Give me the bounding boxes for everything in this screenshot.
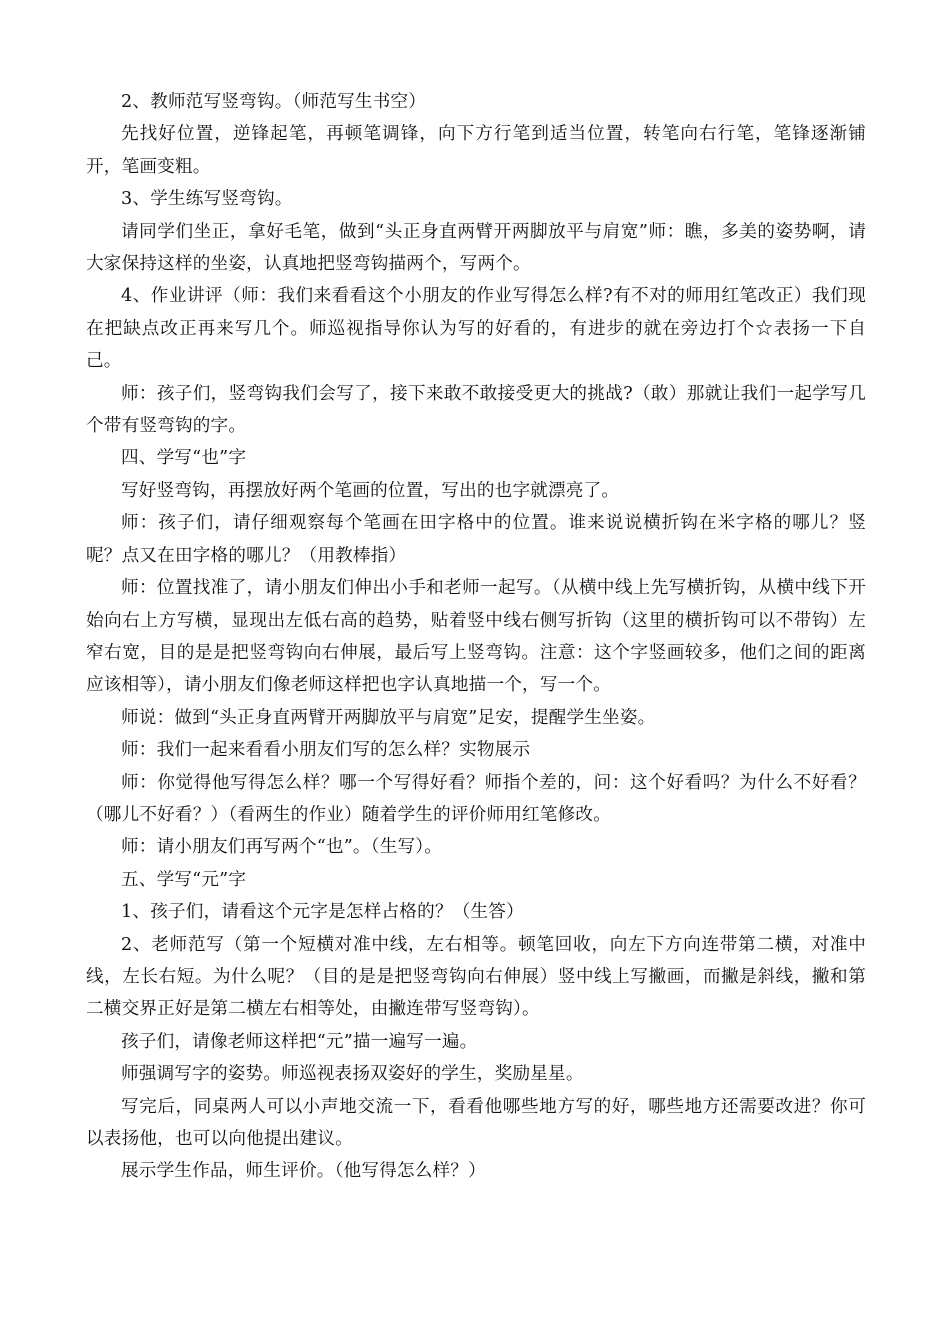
paragraph: 师：你觉得他写得怎么样？哪一个写得好看？师指个差的，问：这个好看吗？为什么不好看？（哪儿不好看？）（看两生的作业）随着学生的评价师用红笔修改。 <box>86 772 866 825</box>
section-heading: 四、学写“也”字 <box>121 448 247 469</box>
paragraph: 写好竖弯钩，再摆放好两个笔画的位置，写出的也字就漂亮了。 <box>121 480 620 501</box>
paragraph: 2、老师范写（第一个短横对准中线，左右相等。顿笔回收，向左下方向连带第二横，对准中线，左长右短。为什么呢？（目的是是把竖弯钩向右伸展）竖中线上写撇画，而撇是斜线，撇和第二横交界正好是第二横左右相等处，由撇连带写竖弯钩）。 <box>86 934 866 1020</box>
paragraph: 师：请小朋友们再写两个“也”。（生写）。 <box>121 837 443 858</box>
document-body <box>86 86 866 1188</box>
paragraph: 4、作业讲评（师：我们来看看这个小朋友的作业写得怎么样?有不对的师用红笔改正）我们现在把缺点改正再来写几个。师巡视指导你认为写的好看的，有进步的就在旁边打个☆表扬一下自己。 <box>86 286 866 372</box>
paragraph: 写完后，同桌两人可以小声地交流一下，看看他哪些地方写的好，哪些地方还需要改进？你可以表扬他，也可以向他提出建议。 <box>86 1096 866 1149</box>
paragraph: 师：孩子们，请仔细观察每个笔画在田字格中的位置。谁来说说横折钩在米字格的哪儿？竖呢？点又在田字格的哪儿？（用教棒指） <box>86 513 866 566</box>
paragraph: 请同学们坐正，拿好毛笔，做到“头正身直两臂开两脚放平与肩宽”师：瞧，多美的姿势啊，请大家保持这样的坐姿，认真地把竖弯钩描两个，写两个。 <box>86 221 866 275</box>
paragraph: 师：位置找准了，请小朋友们伸出小手和老师一起写。（从横中线上先写横折钩，从横中线下开始向右上方写横，显现出左低右高的趋势，贴着竖中线右侧写折钩（这里的横折钩可以不带钩）左窄右宽，目的是是把竖弯钩向右伸展，最后写上竖弯钩。注意：这个字竖画较多，他们之间的距离应该相等），请小朋友们像老师这样把也字认真地描一个，写一个。 <box>86 578 866 696</box>
paragraph: 师：孩子们，竖弯钩我们会写了，接下来敢不敢接受更大的挑战?（敢）那就让我们一起学写几个带有竖弯钩的字。 <box>86 383 866 437</box>
paragraph: 师强调写字的姿势。师巡视表扬双姿好的学生，奖励星星。 <box>121 1064 584 1085</box>
paragraph: 师说：做到“头正身直两臂开两脚放平与肩宽”足安，提醒学生坐姿。 <box>121 707 656 728</box>
paragraph: 先找好位置，逆锋起笔，再顿笔调锋，向下方行笔到适当位置，转笔向右行笔，笔锋逐渐铺开，笔画变粗。 <box>86 124 866 177</box>
section-heading: 五、学写“元”字 <box>121 869 247 890</box>
paragraph: 孩子们，请像老师这样把“元”描一遍写一遍。 <box>121 1031 478 1052</box>
paragraph: 3、学生练写竖弯钩。 <box>121 189 293 210</box>
paragraph: 展示学生作品，师生评价。（他写得怎么样？） <box>121 1161 486 1182</box>
paragraph: 1、孩子们，请看这个元字是怎样占格的？（生答） <box>121 902 524 923</box>
paragraph: 2、教师范写竖弯钩。（师范写生书空） <box>121 92 427 112</box>
paragraph: 师：我们一起来看看小朋友们写的怎么样？实物展示 <box>121 740 531 761</box>
